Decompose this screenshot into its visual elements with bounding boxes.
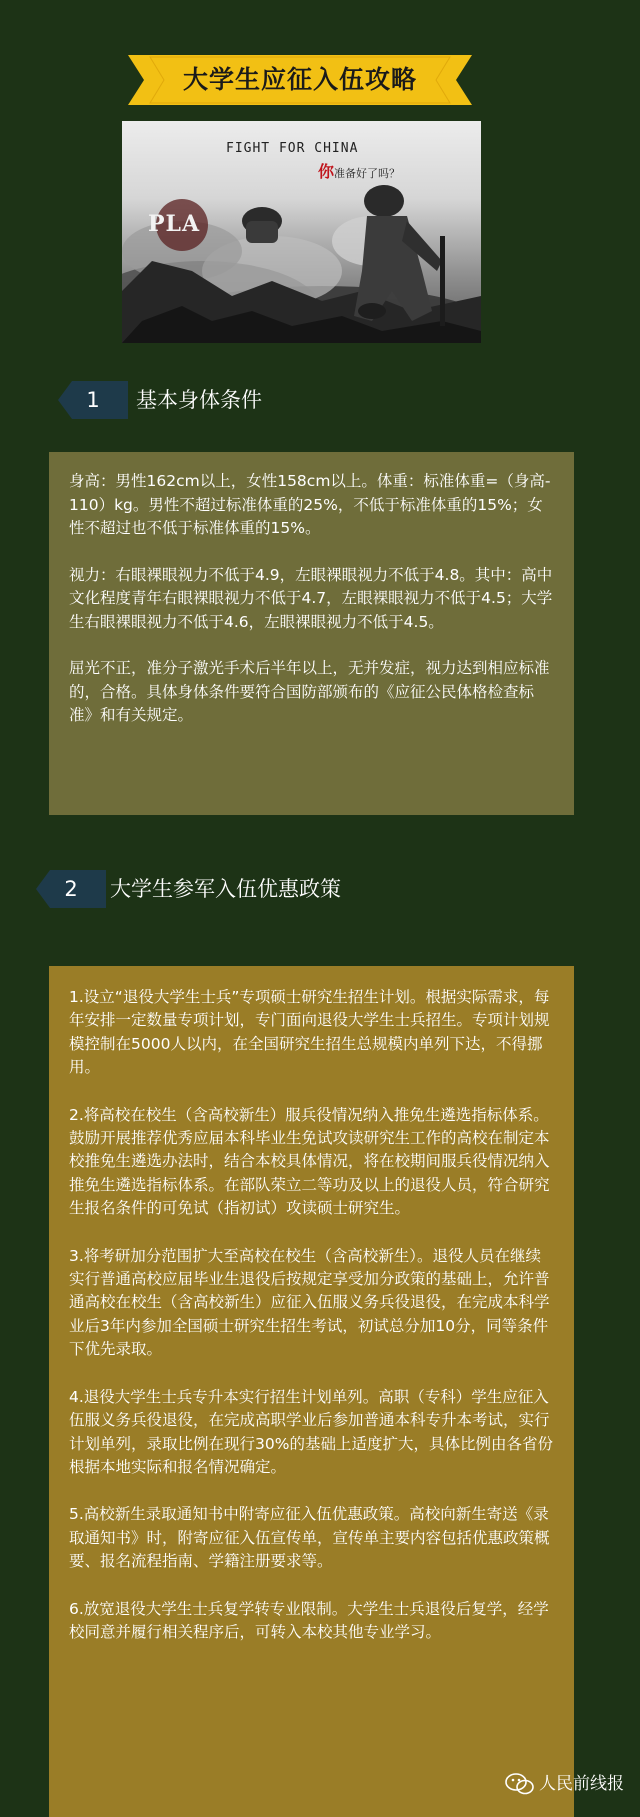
section-2-title: 大学生参军入伍优惠政策: [110, 877, 341, 901]
section-2-content: [49, 966, 574, 1817]
policy-item-3: 3.将考研加分范围扩大至高校在校生（含高校新生）。退役人员在继续实行普通高校应届毕业生退役后按规定享受加分政策的基础上，允许普通高校在校生（含高校新生）应征入伍服义务兵役退役，在完成本科学业后3年内参加全国硕士研究生招生考试，初试总分加10分，同等条件下优先录取。: [69, 1246, 550, 1359]
poster-headline: FIGHT FOR CHINA: [226, 141, 359, 156]
page-title: 大学生应征入伍攻略: [182, 65, 417, 94]
section-1-header: [58, 381, 318, 419]
policy-item-5: 5.高校新生录取通知书中附寄应征入伍优惠政策。高校向新生寄送《录取通知书》时，附寄应征入伍宣传单，宣传单主要内容包括优惠政策概要、报名流程指南、学籍注册要求等。: [69, 1505, 550, 1571]
poster-sub-accent: 你: [318, 162, 335, 181]
policy-item-4: 4.退役大学生士兵专升本实行招生计划单列。高职（专科）学生应征入伍服义务兵役退役，在完成高职学业后参加普通本科专升本考试，实行计划单列，录取比例在现行30%的基础上适度扩大，具体比例由各省份根据本地实际和报名情况确定。: [69, 1387, 553, 1476]
wechat-icon: [505, 1772, 535, 1796]
section-2-header: [36, 870, 396, 908]
poster-sub-rest: 准备好了吗？: [334, 167, 401, 180]
pla-logo: PLA: [148, 211, 201, 237]
section-1-content: [49, 452, 574, 815]
section-1-paragraph-refraction: 屈光不正，准分子激光手术后半年以上，无并发症，视力达到相应标准的，合格。具体身体条件要符合国防部颁布的《应征公民体格检查标准》和有关规定。: [69, 659, 550, 724]
policy-item-1: 1.设立“退役大学生士兵”专项硕士研究生招生计划。根据实际需求，每年安排一定数量专项计划，专门面向退役大学生士兵招生。专项计划规模控制在5000人以内，在全国研究生招生总规模内单列下达，不得挪用。: [69, 988, 550, 1077]
policy-item-6: 6.放宽退役大学生士兵复学转专业限制。大学生士兵退役后复学，经学校同意并履行相关程序后，可转入本校其他专业学习。: [69, 1599, 549, 1641]
poster-image: [122, 121, 481, 343]
title-ribbon: [128, 55, 472, 105]
section-1-number: 1: [86, 388, 100, 412]
section-2-number: 2: [64, 877, 78, 901]
section-1-title: 基本身体条件: [136, 388, 262, 412]
watermark-text: 人民前线报: [539, 1774, 624, 1794]
wechat-watermark: [505, 1771, 624, 1797]
policy-item-2: 2.将高校在校生（含高校新生）服兵役情况纳入推免生遴选指标体系。鼓励开展推荐优秀应届本科毕业生免试攻读研究生工作的高校在制定本校推免生遴选办法时，结合本校具体情况，将在校期间服兵役情况纳入推免生遴选指标体系。在部队荣立二等功及以上的退役人员，符合研究生报名条件的可免试（指初试）攻读硕士研究生。: [69, 1105, 550, 1218]
section-1-paragraph-vision: 视力：右眼裸眼视力不低于4.9，左眼裸眼视力不低于4.8。其中：高中文化程度青年右眼裸眼视力不低于4.7，左眼裸眼视力不低于4.5；大学生右眼裸眼视力不低于4.6，左眼裸眼视力不低于4.5。: [69, 565, 553, 631]
section-1-paragraph-height-weight: 身高：男性162cm以上，女性158cm以上。体重：标准体重=（身高-110）kg。男性不超过标准体重的25%，不低于标准体重的15%；女性不超过也不低于标准体重的15%。: [69, 472, 551, 537]
poster-subline: [318, 159, 400, 182]
